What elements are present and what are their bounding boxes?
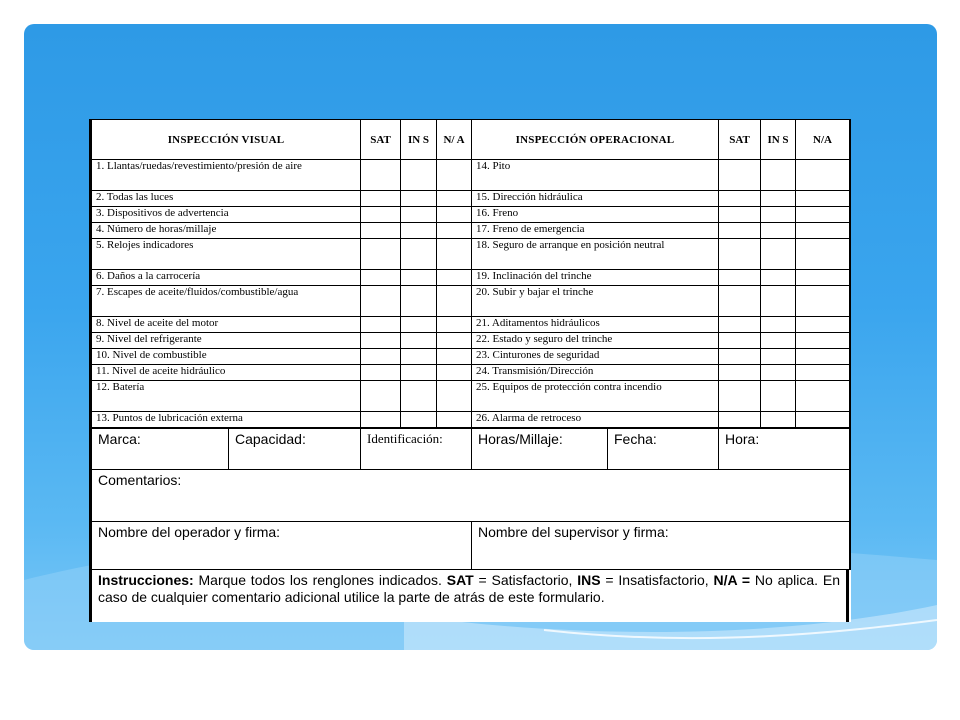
- visual-na-checkbox[interactable]: [437, 333, 472, 349]
- checklist-row: [91, 207, 851, 223]
- visual-na-checkbox[interactable]: [437, 160, 472, 191]
- visual-sat-checkbox[interactable]: [361, 270, 401, 286]
- operational-sat-checkbox[interactable]: [719, 412, 761, 428]
- visual-ins-checkbox[interactable]: [401, 381, 437, 412]
- operational-item-label: 23. Cinturones de seguridad: [472, 349, 719, 365]
- operational-item-label: 15. Dirección hidráulica: [472, 191, 719, 207]
- operator-signature-field[interactable]: Nombre del operador y firma:: [91, 522, 472, 570]
- operational-ins-checkbox[interactable]: [761, 317, 796, 333]
- operational-ins-checkbox[interactable]: [761, 207, 796, 223]
- operational-item-label: 26. Alarma de retroceso: [472, 412, 719, 428]
- visual-ins-checkbox[interactable]: [401, 239, 437, 270]
- capacidad-field[interactable]: Capacidad:: [229, 429, 361, 470]
- operational-na-checkbox[interactable]: [796, 381, 851, 412]
- supervisor-signature-field[interactable]: Nombre del supervisor y firma:: [472, 522, 851, 570]
- instructions-text-2: No aplica. En caso de cualquier comentario adicional utilice la parte de atrás de este formulario.: [98, 572, 841, 605]
- checklist-row: [91, 286, 851, 317]
- visual-ins-checkbox[interactable]: [401, 207, 437, 223]
- operational-ins-checkbox[interactable]: [761, 160, 796, 191]
- visual-item-label: 5. Relojes indicadores: [91, 239, 361, 270]
- checklist-table: [89, 119, 851, 428]
- operational-na-checkbox[interactable]: [796, 286, 851, 317]
- operational-item-label: 18. Seguro de arranque en posición neutral: [472, 239, 719, 270]
- operational-sat-checkbox[interactable]: [719, 317, 761, 333]
- ins-header: IN S: [401, 120, 437, 160]
- visual-na-checkbox[interactable]: [437, 270, 472, 286]
- operational-ins-checkbox[interactable]: [761, 191, 796, 207]
- marca-field[interactable]: Marca:: [91, 429, 229, 470]
- operational-ins-checkbox[interactable]: [761, 270, 796, 286]
- visual-item-label: 9. Nivel del refrigerante: [91, 333, 361, 349]
- visual-na-checkbox[interactable]: [437, 349, 472, 365]
- operational-ins-checkbox[interactable]: [761, 349, 796, 365]
- visual-na-checkbox[interactable]: [437, 191, 472, 207]
- operational-sat-checkbox[interactable]: [719, 381, 761, 412]
- operational-item-label: 21. Aditamentos hidráulicos: [472, 317, 719, 333]
- identificacion-field[interactable]: Identificación:: [361, 429, 472, 470]
- visual-item-label: 8. Nivel de aceite del motor: [91, 317, 361, 333]
- checklist-row: [91, 270, 851, 286]
- operational-sat-checkbox[interactable]: [719, 191, 761, 207]
- visual-na-checkbox[interactable]: [437, 223, 472, 239]
- visual-item-label: 1. Llantas/ruedas/revestimiento/presión de aire: [91, 160, 361, 191]
- ins-header-right: IN S: [761, 120, 796, 160]
- operational-item-label: 14. Pito: [472, 160, 719, 191]
- visual-sat-checkbox[interactable]: [361, 412, 401, 428]
- operational-na-checkbox[interactable]: [796, 317, 851, 333]
- na-header: N/ A: [437, 120, 472, 160]
- operational-sat-checkbox[interactable]: [719, 223, 761, 239]
- operational-na-checkbox[interactable]: [796, 160, 851, 191]
- operational-item-label: 20. Subir y bajar el trinche: [472, 286, 719, 317]
- operational-item-label: 24. Transmisión/Dirección: [472, 365, 719, 381]
- visual-na-checkbox[interactable]: [437, 317, 472, 333]
- visual-item-label: 12. Batería: [91, 381, 361, 412]
- visual-inspection-header: INSPECCIÓN VISUAL: [91, 120, 361, 160]
- operational-ins-checkbox[interactable]: [761, 333, 796, 349]
- ins-text: = Insatisfactorio,: [600, 572, 714, 588]
- sat-text: = Satisfactorio,: [473, 572, 578, 588]
- operational-na-checkbox[interactable]: [796, 223, 851, 239]
- visual-item-label: 13. Puntos de lubricación externa: [91, 412, 361, 428]
- ins-label: INS: [577, 572, 601, 588]
- visual-sat-checkbox[interactable]: [361, 223, 401, 239]
- sat-header-right: SAT: [719, 120, 761, 160]
- visual-ins-checkbox[interactable]: [401, 412, 437, 428]
- operational-item-label: 17. Freno de emergencia: [472, 223, 719, 239]
- checklist-row: [91, 239, 851, 270]
- visual-na-checkbox[interactable]: [437, 365, 472, 381]
- operational-sat-checkbox[interactable]: [719, 333, 761, 349]
- na-label: N/A =: [713, 572, 751, 588]
- operational-na-checkbox[interactable]: [796, 412, 851, 428]
- visual-sat-checkbox[interactable]: [361, 349, 401, 365]
- visual-sat-checkbox[interactable]: [361, 191, 401, 207]
- visual-na-checkbox[interactable]: [437, 381, 472, 412]
- checklist-row: [91, 381, 851, 412]
- visual-na-checkbox[interactable]: [437, 207, 472, 223]
- visual-ins-checkbox[interactable]: [401, 286, 437, 317]
- operational-ins-checkbox[interactable]: [761, 286, 796, 317]
- visual-sat-checkbox[interactable]: [361, 239, 401, 270]
- visual-sat-checkbox[interactable]: [361, 207, 401, 223]
- inspection-form: [89, 119, 851, 622]
- operational-ins-checkbox[interactable]: [761, 223, 796, 239]
- sat-header: SAT: [361, 120, 401, 160]
- checklist-row: [91, 365, 851, 381]
- visual-sat-checkbox[interactable]: [361, 333, 401, 349]
- checklist-row: [91, 349, 851, 365]
- visual-item-label: 4. Número de horas/millaje: [91, 223, 361, 239]
- operational-na-checkbox[interactable]: [796, 270, 851, 286]
- checklist-row: [91, 317, 851, 333]
- visual-na-checkbox[interactable]: [437, 239, 472, 270]
- operational-na-checkbox[interactable]: [796, 239, 851, 270]
- visual-item-label: 10. Nivel de combustible: [91, 349, 361, 365]
- operational-sat-checkbox[interactable]: [719, 207, 761, 223]
- visual-sat-checkbox[interactable]: [361, 317, 401, 333]
- operational-item-label: 22. Estado y seguro del trinche: [472, 333, 719, 349]
- operational-sat-checkbox[interactable]: [719, 365, 761, 381]
- visual-ins-checkbox[interactable]: [401, 317, 437, 333]
- operational-sat-checkbox[interactable]: [719, 270, 761, 286]
- visual-sat-checkbox[interactable]: [361, 286, 401, 317]
- instructions-text-1: Marque todos los renglones indicados.: [193, 572, 447, 588]
- checklist-row: [91, 160, 851, 191]
- visual-item-label: 2. Todas las luces: [91, 191, 361, 207]
- operational-ins-checkbox[interactable]: [761, 381, 796, 412]
- visual-item-label: 6. Daños a la carrocería: [91, 270, 361, 286]
- horas-millaje-field[interactable]: Horas/Millaje:: [472, 429, 608, 470]
- visual-sat-checkbox[interactable]: [361, 160, 401, 191]
- operational-na-checkbox[interactable]: [796, 207, 851, 223]
- sat-label: SAT: [446, 572, 474, 588]
- visual-na-checkbox[interactable]: [437, 286, 472, 317]
- checklist-row: [91, 333, 851, 349]
- operational-sat-checkbox[interactable]: [719, 239, 761, 270]
- visual-ins-checkbox[interactable]: [401, 191, 437, 207]
- na-header-right: N/A: [796, 120, 851, 160]
- visual-item-label: 7. Escapes de aceite/fluidos/combustible/agua: [91, 286, 361, 317]
- fecha-field[interactable]: Fecha:: [608, 429, 719, 470]
- operational-item-label: 16. Freno: [472, 207, 719, 223]
- visual-ins-checkbox[interactable]: [401, 349, 437, 365]
- visual-sat-checkbox[interactable]: [361, 381, 401, 412]
- visual-sat-checkbox[interactable]: [361, 365, 401, 381]
- operational-ins-checkbox[interactable]: [761, 239, 796, 270]
- hora-field[interactable]: Hora:: [719, 429, 851, 470]
- vehicle-info-table: [89, 428, 851, 570]
- operational-item-label: 19. Inclinación del trinche: [472, 270, 719, 286]
- operational-item-label: 25. Equipos de protección contra incendio: [472, 381, 719, 412]
- operational-ins-checkbox[interactable]: [761, 412, 796, 428]
- checklist-row: [91, 412, 851, 428]
- operational-sat-checkbox[interactable]: [719, 160, 761, 191]
- checklist-row: [91, 223, 851, 239]
- visual-na-checkbox[interactable]: [437, 412, 472, 428]
- operational-na-checkbox[interactable]: [796, 191, 851, 207]
- operational-na-checkbox[interactable]: [796, 365, 851, 381]
- operational-sat-checkbox[interactable]: [719, 286, 761, 317]
- comentarios-field[interactable]: Comentarios:: [91, 470, 851, 522]
- visual-item-label: 11. Nivel de aceite hidráulico: [91, 365, 361, 381]
- instructions-label: Instrucciones:: [98, 572, 194, 588]
- operational-na-checkbox[interactable]: [796, 333, 851, 349]
- visual-ins-checkbox[interactable]: [401, 333, 437, 349]
- operational-na-checkbox[interactable]: [796, 349, 851, 365]
- operational-ins-checkbox[interactable]: [761, 365, 796, 381]
- operational-sat-checkbox[interactable]: [719, 349, 761, 365]
- instructions-block: [89, 569, 849, 622]
- operational-inspection-header: INSPECCIÓN OPERACIONAL: [472, 120, 719, 160]
- visual-item-label: 3. Dispositivos de advertencia: [91, 207, 361, 223]
- visual-ins-checkbox[interactable]: [401, 270, 437, 286]
- visual-ins-checkbox[interactable]: [401, 223, 437, 239]
- checklist-row: [91, 191, 851, 207]
- visual-ins-checkbox[interactable]: [401, 160, 437, 191]
- visual-ins-checkbox[interactable]: [401, 365, 437, 381]
